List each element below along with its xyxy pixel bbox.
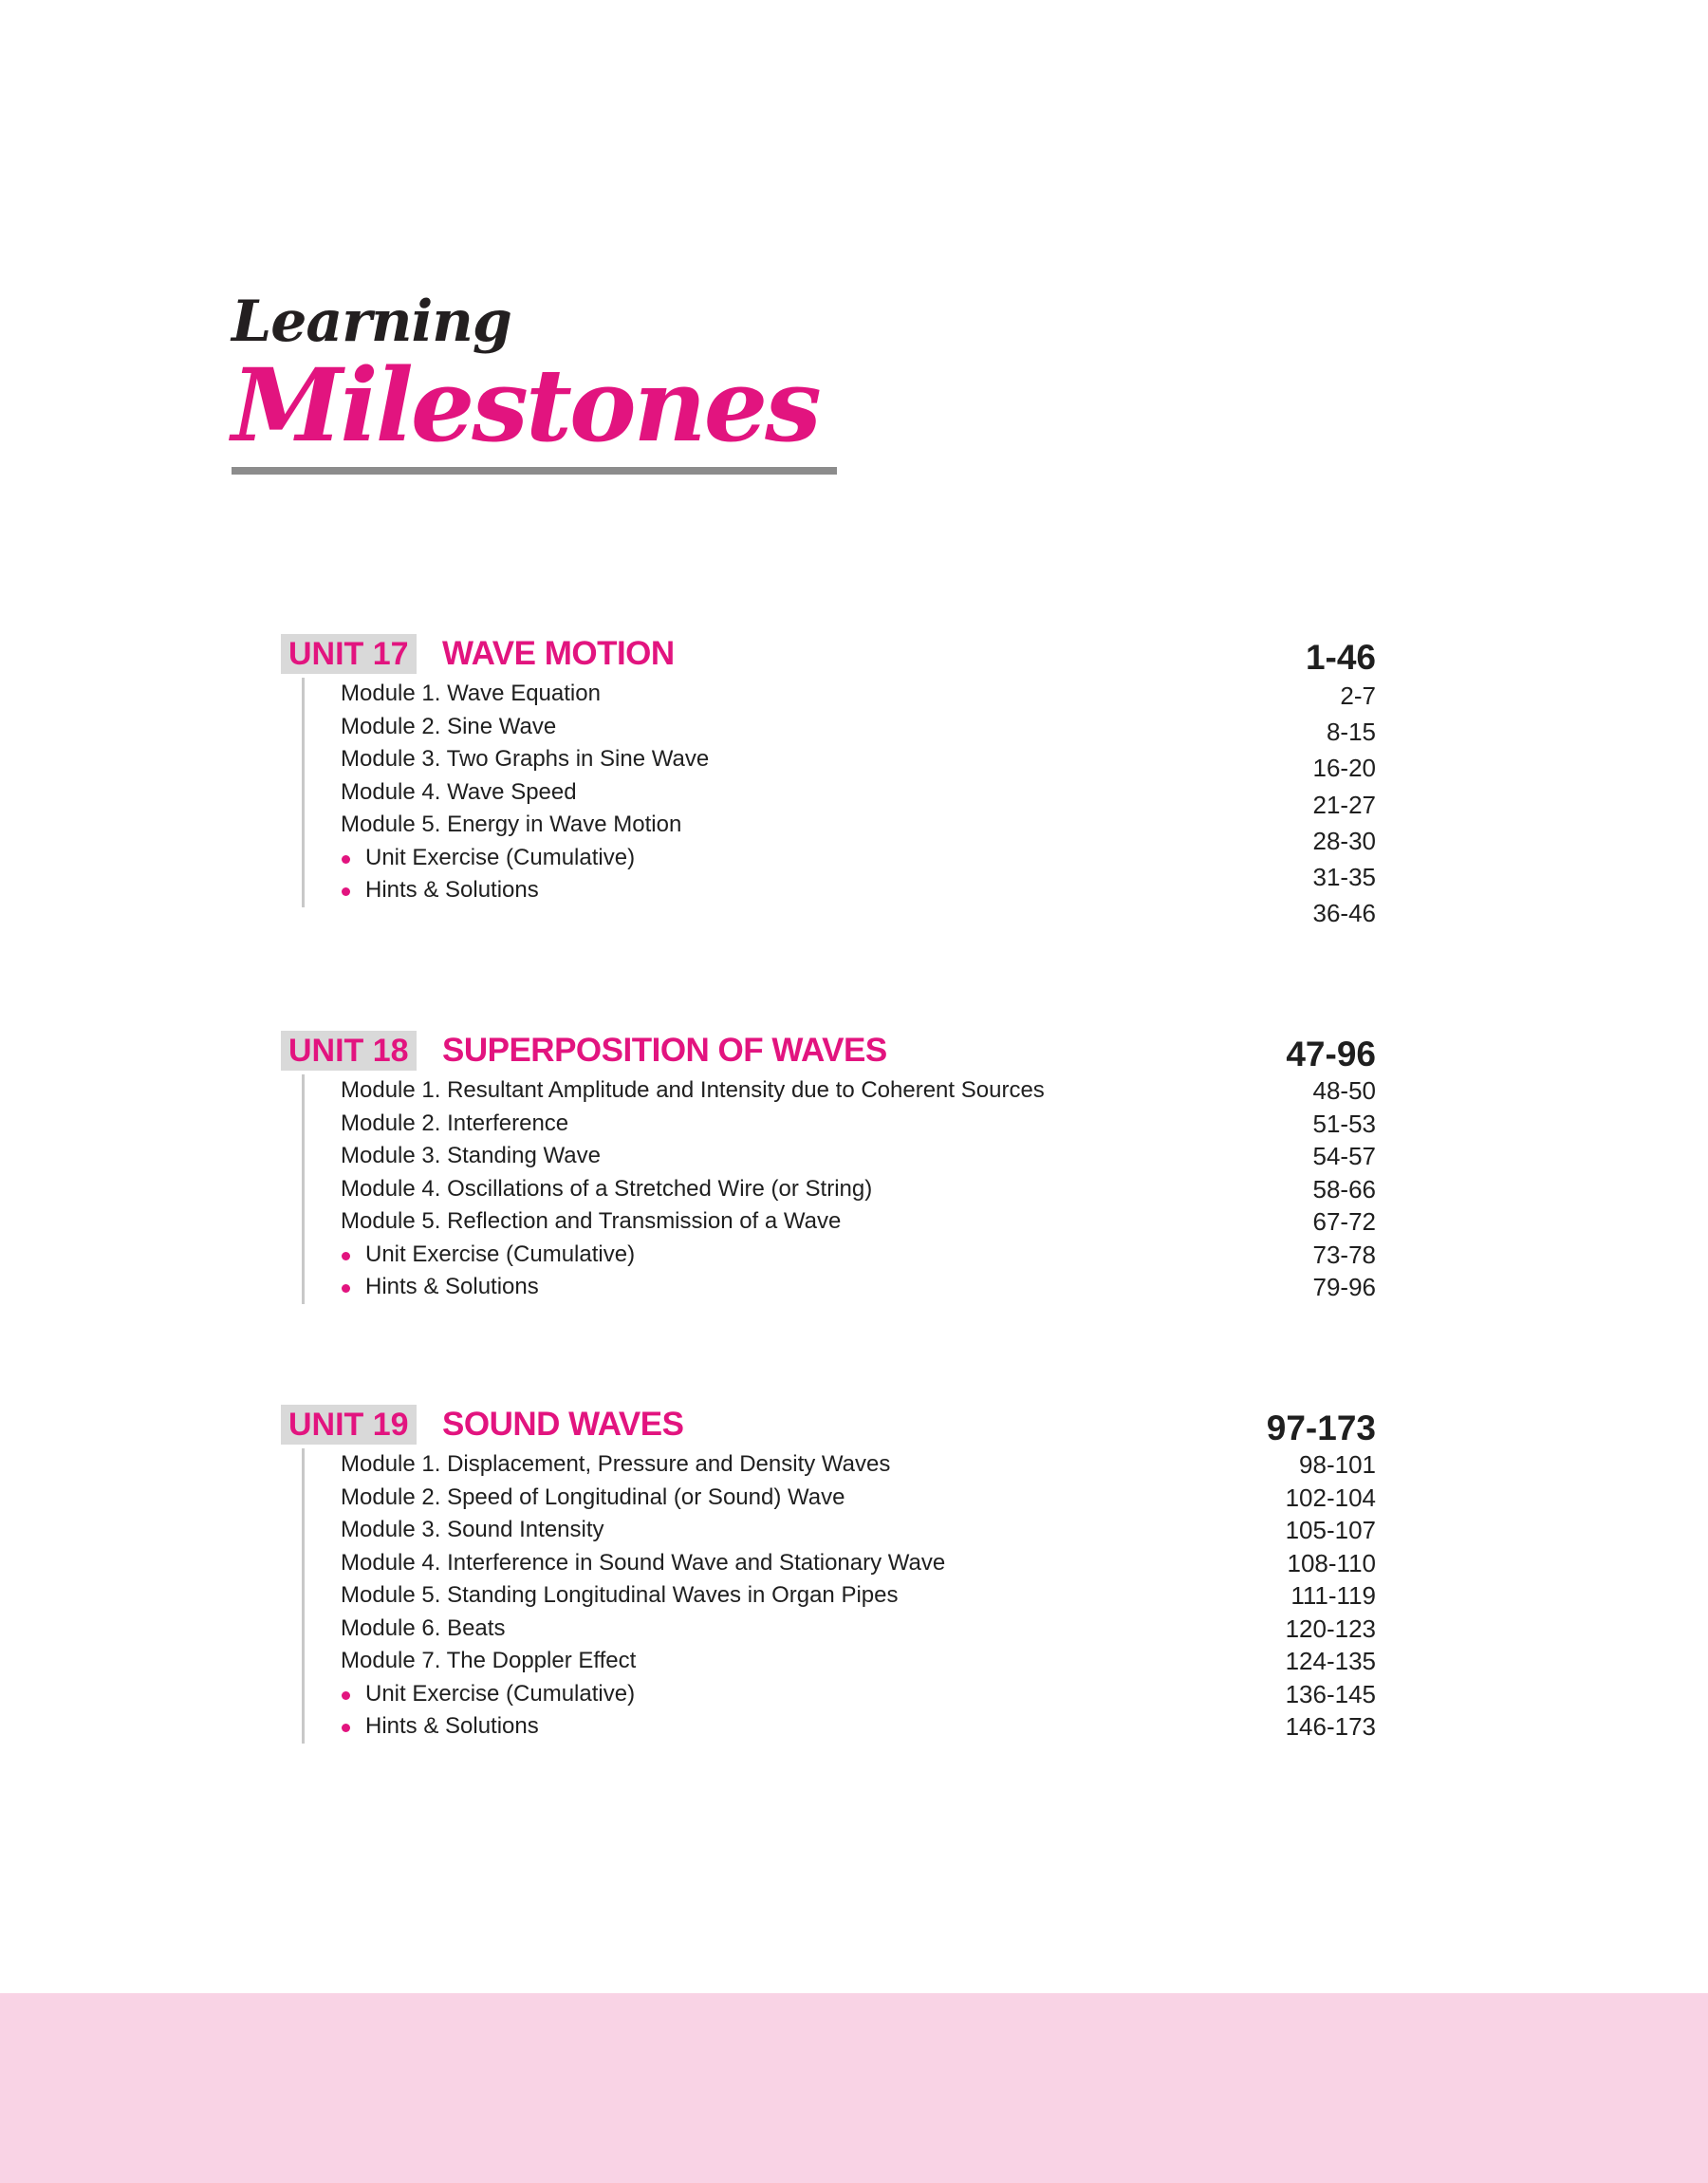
- module-item: [341, 1514, 1376, 1547]
- module-list: [305, 1074, 1376, 1304]
- module-label: Module 2. Interference: [341, 1110, 569, 1136]
- module-label: Hints & Solutions: [365, 1713, 539, 1739]
- unit-title: WAVE MOTION: [442, 635, 675, 672]
- module-label: Hints & Solutions: [365, 877, 539, 903]
- unit-contents: [302, 678, 1376, 928]
- module-item: [341, 1140, 1376, 1173]
- title-underline: [232, 467, 837, 475]
- unit-page-range: 1-46: [1305, 638, 1376, 677]
- unit-page-range: 47-96: [1286, 1035, 1376, 1073]
- page-range: 120-123: [1285, 1614, 1376, 1643]
- unit-badge: UNIT 19: [281, 1405, 417, 1445]
- module-label: Module 3. Standing Wave: [341, 1143, 601, 1168]
- unit-page-range: 97-173: [1266, 1409, 1376, 1447]
- bullet-dot-icon: [342, 1252, 350, 1260]
- page-range-list: [1286, 1448, 1376, 1744]
- module-label: Unit Exercise (Cumulative): [365, 1241, 636, 1267]
- page-range: 105-107: [1285, 1516, 1376, 1544]
- unit-contents: [302, 1448, 1376, 1744]
- module-label: Module 1. Wave Equation: [341, 681, 601, 706]
- module-item: [341, 1205, 1376, 1239]
- module-label: Module 5. Reflection and Transmission of a Wave: [341, 1208, 842, 1234]
- page-range: 54-57: [1312, 1142, 1376, 1170]
- module-item: [341, 1579, 1376, 1613]
- bullet-item: [341, 1271, 1376, 1304]
- unit-badge: UNIT 18: [281, 1031, 417, 1071]
- unit-title: SOUND WAVES: [442, 1406, 684, 1443]
- bullet-item: [341, 842, 1376, 875]
- unit-19-section: [281, 1405, 1376, 1744]
- bullet-item: [341, 1710, 1376, 1744]
- page-range: 8-15: [1326, 718, 1376, 747]
- module-label: Module 2. Sine Wave: [341, 713, 557, 739]
- bullet-item: [341, 1678, 1376, 1711]
- module-label: Module 3. Sound Intensity: [341, 1517, 604, 1542]
- module-item: [341, 711, 1376, 744]
- module-item: [341, 1448, 1376, 1482]
- module-label: Module 3. Two Graphs in Sine Wave: [341, 746, 710, 772]
- module-label: Module 2. Speed of Longitudinal (or Sound) Wave: [341, 1483, 845, 1510]
- module-list: [305, 678, 1376, 907]
- module-label: Module 1. Displacement, Pressure and Density Waves: [341, 1451, 891, 1477]
- unit-header: [281, 634, 1376, 678]
- page-range: 98-101: [1299, 1450, 1376, 1479]
- unit-18-section: [281, 1031, 1376, 1304]
- bullet-dot-icon: [342, 1724, 350, 1732]
- unit-contents: [302, 1074, 1376, 1304]
- module-label: Module 4. Interference in Sound Wave and Stationary Wave: [341, 1549, 946, 1576]
- module-item: [341, 743, 1376, 776]
- unit-header: [281, 1405, 1376, 1448]
- module-item: [341, 1482, 1376, 1515]
- page-range: 31-35: [1312, 862, 1376, 891]
- page-range: 16-20: [1312, 754, 1376, 783]
- page-range: 51-53: [1312, 1109, 1376, 1138]
- module-item: [341, 809, 1376, 842]
- page-range-list: [1313, 678, 1377, 931]
- page-range: 111-119: [1290, 1581, 1376, 1610]
- unit-17-section: [281, 634, 1376, 928]
- unit-title: SUPERPOSITION OF WAVES: [442, 1032, 887, 1069]
- module-item: [341, 1173, 1376, 1206]
- page-range: 146-173: [1285, 1712, 1376, 1741]
- footer-band: [0, 1993, 1708, 2183]
- page-range: 73-78: [1312, 1240, 1376, 1269]
- page-range: 108-110: [1287, 1548, 1376, 1577]
- module-item: [341, 1645, 1376, 1678]
- page-range: 2-7: [1340, 681, 1376, 710]
- bullet-dot-icon: [342, 887, 350, 896]
- module-item: [341, 1074, 1376, 1108]
- module-label: Module 4. Oscillations of a Stretched Wire (or String): [341, 1175, 873, 1202]
- module-item: [341, 776, 1376, 810]
- page-range: 36-46: [1312, 899, 1376, 928]
- page-range: 79-96: [1312, 1273, 1376, 1301]
- module-item: [341, 678, 1376, 711]
- page-range: 58-66: [1312, 1174, 1376, 1203]
- unit-badge: UNIT 17: [281, 634, 417, 674]
- bullet-dot-icon: [342, 1284, 350, 1293]
- page-range: 28-30: [1312, 826, 1376, 855]
- bullet-item: [341, 874, 1376, 907]
- bullet-dot-icon: [342, 1691, 350, 1700]
- unit-header: [281, 1031, 1376, 1074]
- module-label: Hints & Solutions: [365, 1274, 539, 1299]
- bullet-item: [341, 1239, 1376, 1272]
- module-item: [341, 1108, 1376, 1141]
- module-label: Module 7. The Doppler Effect: [341, 1648, 637, 1673]
- title-line-learning: Learning: [232, 289, 511, 355]
- page-title: [232, 289, 819, 464]
- page-range: 124-135: [1285, 1647, 1376, 1675]
- page-range: 136-145: [1285, 1679, 1376, 1708]
- module-item: [341, 1547, 1376, 1580]
- module-label: Module 6. Beats: [341, 1614, 506, 1641]
- page-range-list: [1313, 1074, 1377, 1304]
- module-list: [305, 1448, 1376, 1744]
- page-range: 48-50: [1312, 1076, 1376, 1105]
- module-label: Module 4. Wave Speed: [341, 778, 577, 805]
- title-line-milestones: Milestones: [232, 345, 819, 464]
- module-label: Module 5. Standing Longitudinal Waves in Organ Pipes: [341, 1582, 899, 1608]
- module-label: Module 1. Resultant Amplitude and Intensity due to Coherent Sources: [341, 1077, 1045, 1103]
- bullet-dot-icon: [342, 855, 350, 864]
- module-label: Unit Exercise (Cumulative): [365, 1680, 636, 1707]
- page-range: 21-27: [1312, 790, 1376, 819]
- module-label: Unit Exercise (Cumulative): [365, 844, 636, 870]
- module-item: [341, 1613, 1376, 1646]
- page-range: 102-104: [1285, 1483, 1376, 1512]
- module-label: Module 5. Energy in Wave Motion: [341, 812, 682, 837]
- page-range: 67-72: [1312, 1207, 1376, 1236]
